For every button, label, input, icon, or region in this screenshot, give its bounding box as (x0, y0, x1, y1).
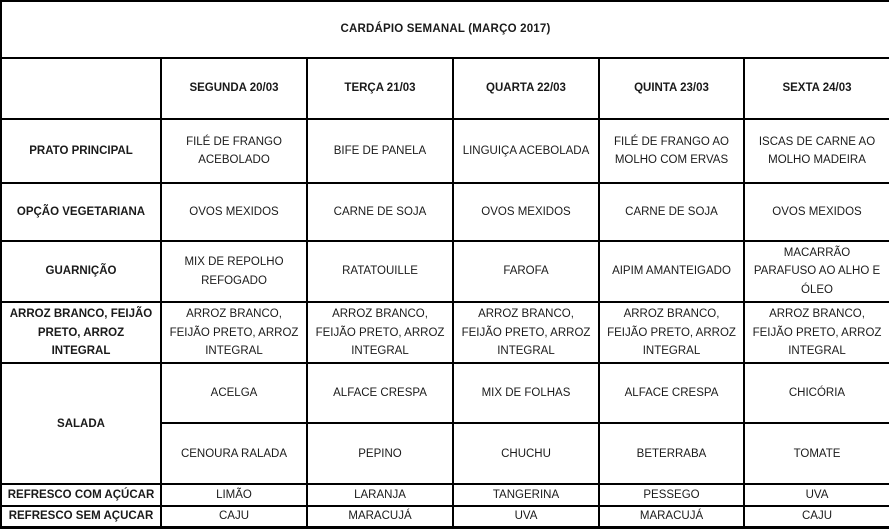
row-label-salada: SALADA (1, 363, 161, 484)
table-row (1, 506, 889, 527)
menu-cell: OVOS MEXIDOS (744, 183, 889, 241)
menu-cell: RATATOUILLE (307, 241, 453, 302)
menu-cell: FILÉ DE FRANGO ACEBOLADO (161, 119, 307, 183)
table-title: CARDÁPIO SEMANAL (MARÇO 2017) (1, 1, 889, 58)
menu-cell: ARROZ BRANCO, FEIJÃO PRETO, ARROZ INTEGRAL (453, 302, 599, 363)
menu-cell: CENOURA RALADA (161, 423, 307, 484)
menu-cell: TANGERINA (453, 484, 599, 506)
menu-cell: ARROZ BRANCO, FEIJÃO PRETO, ARROZ INTEGRAL (744, 302, 889, 363)
row-label-guarnicao: GUARNIÇÃO (1, 241, 161, 302)
menu-cell: MACARRÃO PARAFUSO AO ALHO E ÓLEO (744, 241, 889, 302)
menu-cell: ISCAS DE CARNE AO MOLHO MADEIRA (744, 119, 889, 183)
table-row (1, 484, 889, 506)
row-label-prato-principal: PRATO PRINCIPAL (1, 119, 161, 183)
menu-cell: LARANJA (307, 484, 453, 506)
menu-cell: PESSEGO (599, 484, 744, 506)
menu-cell: MIX DE FOLHAS (453, 363, 599, 423)
menu-cell: TOMATE (744, 423, 889, 484)
menu-cell: ALFACE CRESPA (307, 363, 453, 423)
day-header-monday: SEGUNDA 20/03 (161, 58, 307, 119)
menu-cell: MIX DE REPOLHO REFOGADO (161, 241, 307, 302)
menu-cell: ARROZ BRANCO, FEIJÃO PRETO, ARROZ INTEGRAL (599, 302, 744, 363)
menu-cell: FAROFA (453, 241, 599, 302)
menu-cell: ARROZ BRANCO, FEIJÃO PRETO, ARROZ INTEGRAL (161, 302, 307, 363)
table-row (1, 363, 889, 423)
row-label-refresco-com-acucar: REFRESCO COM AÇÚCAR (1, 484, 161, 506)
menu-cell: MARACUJÁ (307, 506, 453, 527)
menu-cell: CHUCHU (453, 423, 599, 484)
row-label-refresco-sem-acucar: REFRESCO SEM AÇUCAR (1, 506, 161, 527)
menu-cell: CAJU (744, 506, 889, 527)
menu-cell: MARACUJÁ (599, 506, 744, 527)
day-header-tuesday: TERÇA 21/03 (307, 58, 453, 119)
menu-cell: CAJU (161, 506, 307, 527)
menu-cell: OVOS MEXIDOS (453, 183, 599, 241)
table-row (1, 302, 889, 363)
table-row (1, 183, 889, 241)
menu-cell: ALFACE CRESPA (599, 363, 744, 423)
menu-cell: LIMÃO (161, 484, 307, 506)
menu-cell: CARNE DE SOJA (307, 183, 453, 241)
menu-cell: CHICÓRIA (744, 363, 889, 423)
menu-cell: CARNE DE SOJA (599, 183, 744, 241)
row-label-arroz-feijao: ARROZ BRANCO, FEIJÃO PRETO, ARROZ INTEGRAL (1, 302, 161, 363)
menu-cell: BETERRABA (599, 423, 744, 484)
day-header-wednesday: QUARTA 22/03 (453, 58, 599, 119)
corner-empty-cell (1, 58, 161, 119)
day-header-friday: SEXTA 24/03 (744, 58, 889, 119)
menu-cell: ARROZ BRANCO, FEIJÃO PRETO, ARROZ INTEGRAL (307, 302, 453, 363)
row-label-opcao-vegetariana: OPÇÃO VEGETARIANA (1, 183, 161, 241)
day-header-thursday: QUINTA 23/03 (599, 58, 744, 119)
menu-cell: ACELGA (161, 363, 307, 423)
table-row (1, 241, 889, 302)
menu-cell: UVA (744, 484, 889, 506)
menu-cell: AIPIM AMANTEIGADO (599, 241, 744, 302)
menu-cell: OVOS MEXIDOS (161, 183, 307, 241)
menu-cell: FILÉ DE FRANGO AO MOLHO COM ERVAS (599, 119, 744, 183)
menu-cell: PEPINO (307, 423, 453, 484)
menu-cell: LINGUIÇA ACEBOLADA (453, 119, 599, 183)
menu-cell: UVA (453, 506, 599, 527)
menu-cell: BIFE DE PANELA (307, 119, 453, 183)
table-row (1, 119, 889, 183)
